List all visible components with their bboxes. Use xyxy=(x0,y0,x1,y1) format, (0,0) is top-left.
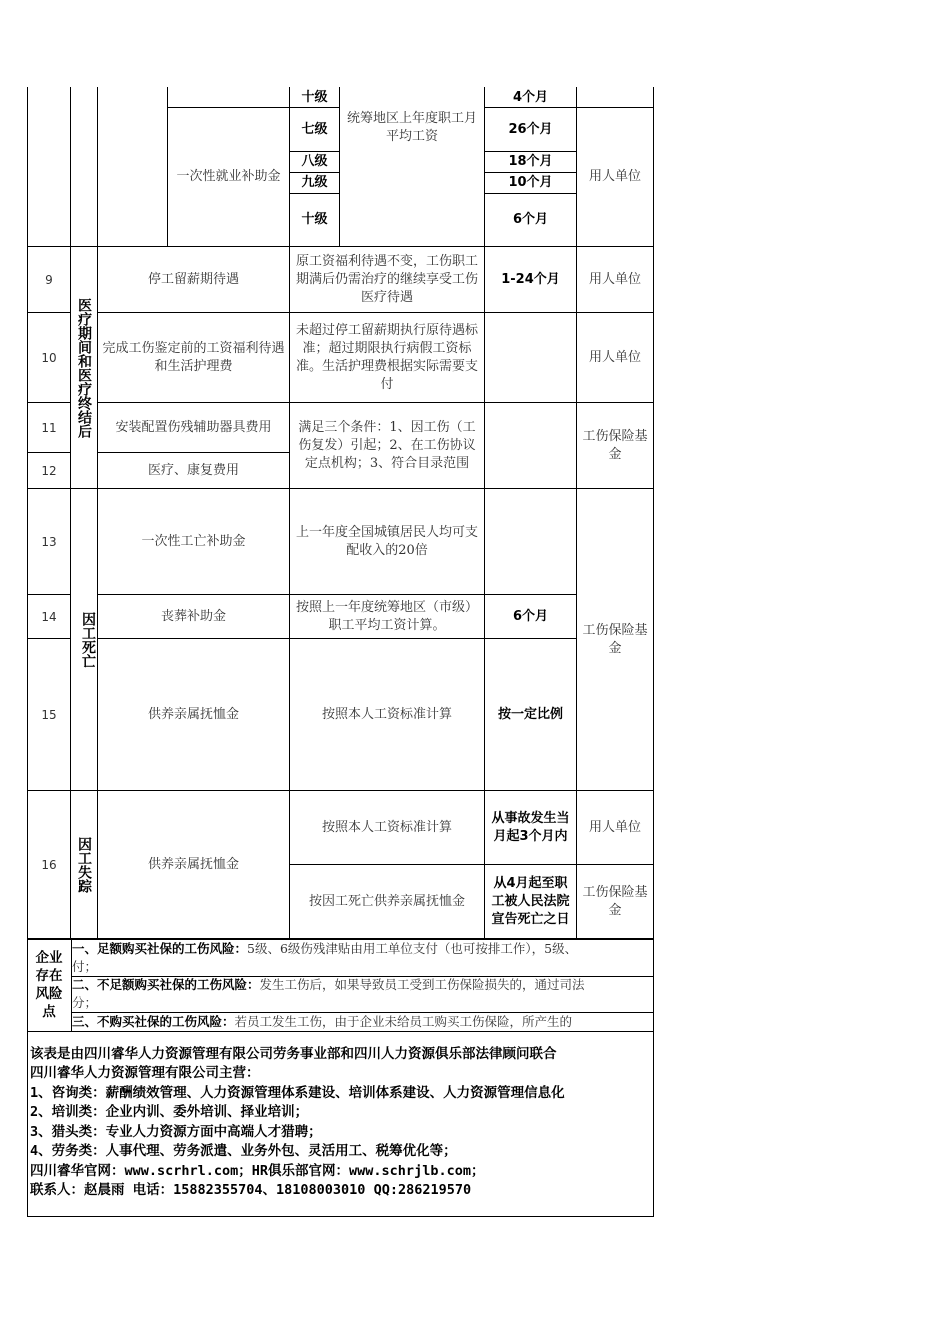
footer-headhunting: 3、猎头类：专业人力资源方面中高端人才猎聘； xyxy=(30,1124,322,1140)
row-number: 9 xyxy=(45,272,53,287)
benefit-standard: 满足三个条件：1、因工伤（工伤复发）引起；2、在工伤协议定点机构；3、符合目录范围 xyxy=(298,419,476,471)
benefit-payer: 工伤保险基金 xyxy=(582,622,648,656)
benefit-item: 丧葬补助金 xyxy=(160,608,226,624)
benefit-standard: 未超过停工留薪期执行原待遇标准；超过期限执行病假工资标准。生活护理费根据实际需要支付 xyxy=(295,322,478,392)
row-number: 14 xyxy=(41,609,57,624)
row-number: 15 xyxy=(41,707,57,722)
lump-sum-employment-subsidy: 一次性就业补助金 xyxy=(176,169,281,184)
benefit-payer: 工伤保险基金 xyxy=(582,428,648,462)
benefit-payer: 用人单位 xyxy=(588,819,641,835)
level-10-label: 十级 xyxy=(301,212,328,227)
benefit-item: 一次性工亡补助金 xyxy=(141,533,246,549)
section-title-medical: 医疗期间和医疗终结后 xyxy=(76,297,92,438)
footer-labor: 4、劳务类：人事代理、劳务派遣、业务外包、灵活用工、税筹优化等； xyxy=(30,1143,457,1159)
payer-employer: 用人单位 xyxy=(588,169,641,184)
benefit-standard: 按照本人工资标准计算 xyxy=(321,706,452,722)
benefit-item: 医疗、康复费用 xyxy=(147,462,239,478)
risk-item-1-continued: 付； xyxy=(72,959,98,974)
footer-intro: 该表是由四川睿华人力资源管理有限公司劳务事业部和四川人力资源俱乐部法律顾问联合 xyxy=(30,1046,557,1062)
benefit-payer: 工伤保险基金 xyxy=(582,884,648,918)
benefit-item: 完成工伤鉴定前的工资福利待遇和生活护理费 xyxy=(102,340,285,374)
benefit-period: 从事故发生当月起3个月内 xyxy=(491,810,570,844)
months-4: 4个月 xyxy=(512,89,549,105)
risk-title: 企业存在风险点 xyxy=(35,950,63,1020)
gridline xyxy=(339,87,340,246)
level-8-label: 八级 xyxy=(301,154,328,169)
footer-consulting: 1、咨询类：薪酬绩效管理、人力资源管理体系建设、培训体系建设、人力资源管理信息化 xyxy=(30,1085,565,1101)
row-number: 10 xyxy=(41,350,57,365)
benefit-period: 6个月 xyxy=(512,608,549,624)
benefit-standard: 按照上一年度统筹地区（市级）职工平均工资计算。 xyxy=(295,599,478,633)
benefit-standard: 按因工死亡供养亲属抚恤金 xyxy=(308,893,465,909)
row-number: 12 xyxy=(41,463,57,478)
risk-item-3: 三、不购买社保的工伤风险：若员工发生工伤，由于企业未给员工购买工伤保险，所产生的 xyxy=(72,1014,573,1029)
row-number: 13 xyxy=(41,534,57,549)
section-title-death: 因工死亡 xyxy=(80,612,96,668)
subsidy-basis: 统筹地区上年度职工月平均工资 xyxy=(346,111,477,144)
benefit-period: 1-24个月 xyxy=(501,271,560,287)
row-number: 16 xyxy=(41,857,57,872)
benefit-item: 停工留薪期待遇 xyxy=(147,271,239,287)
benefit-standard: 原工资福利待遇不变，工伤职工期满后仍需治疗的继续享受工伤医疗待遇 xyxy=(295,253,478,305)
months-18: 18个月 xyxy=(508,154,553,169)
months-10: 10个月 xyxy=(508,175,553,190)
footer-company: 四川睿华人力资源管理有限公司主营： xyxy=(30,1065,260,1081)
months-26: 26个月 xyxy=(508,121,553,137)
row-number: 11 xyxy=(41,420,57,435)
section-title-missing: 因工失踪 xyxy=(76,836,92,893)
benefit-standard: 上一年度全国城镇居民人均可支配收入的20倍 xyxy=(295,524,478,558)
footer-websites: 四川睿华官网：www.scrhrl.com；HR俱乐部官网：www.schrjlb.com； xyxy=(30,1163,485,1179)
benefit-payer: 用人单位 xyxy=(588,271,641,287)
level-7-label: 七级 xyxy=(301,121,328,137)
benefit-period: 从4月起至职工被人民法院宣告死亡之日 xyxy=(491,875,570,927)
benefit-payer: 用人单位 xyxy=(588,349,641,365)
level-10-label: 十级 xyxy=(301,89,328,105)
footer-training: 2、培训类：企业内训、委外培训、择业培训； xyxy=(30,1104,309,1120)
benefit-period: 按一定比例 xyxy=(497,706,563,722)
footer-contact: 联系人：赵晨雨 电话：15882355704、18108003010 QQ:286219570 xyxy=(30,1182,472,1198)
benefit-item: 安装配置伤残辅助器具费用 xyxy=(115,419,272,435)
benefit-item: 供养亲属抚恤金 xyxy=(147,856,239,872)
level-9-label: 九级 xyxy=(301,175,328,190)
risk-item-1: 一、足额购买社保的工伤风险：5级、6级伤残津贴由用工单位支付（也可按排工作），5级、 xyxy=(72,941,578,956)
months-6: 6个月 xyxy=(512,212,549,227)
risk-item-2: 二、不足额购买社保的工伤风险：发生工伤后，如果导致员工受到工伤保险损失的，通过司法 xyxy=(72,977,585,992)
benefit-standard: 按照本人工资标准计算 xyxy=(321,819,452,835)
benefit-item: 供养亲属抚恤金 xyxy=(147,706,239,722)
risk-item-2-continued: 分； xyxy=(72,995,98,1010)
gridline xyxy=(27,1031,654,1032)
gridline xyxy=(27,1216,654,1217)
